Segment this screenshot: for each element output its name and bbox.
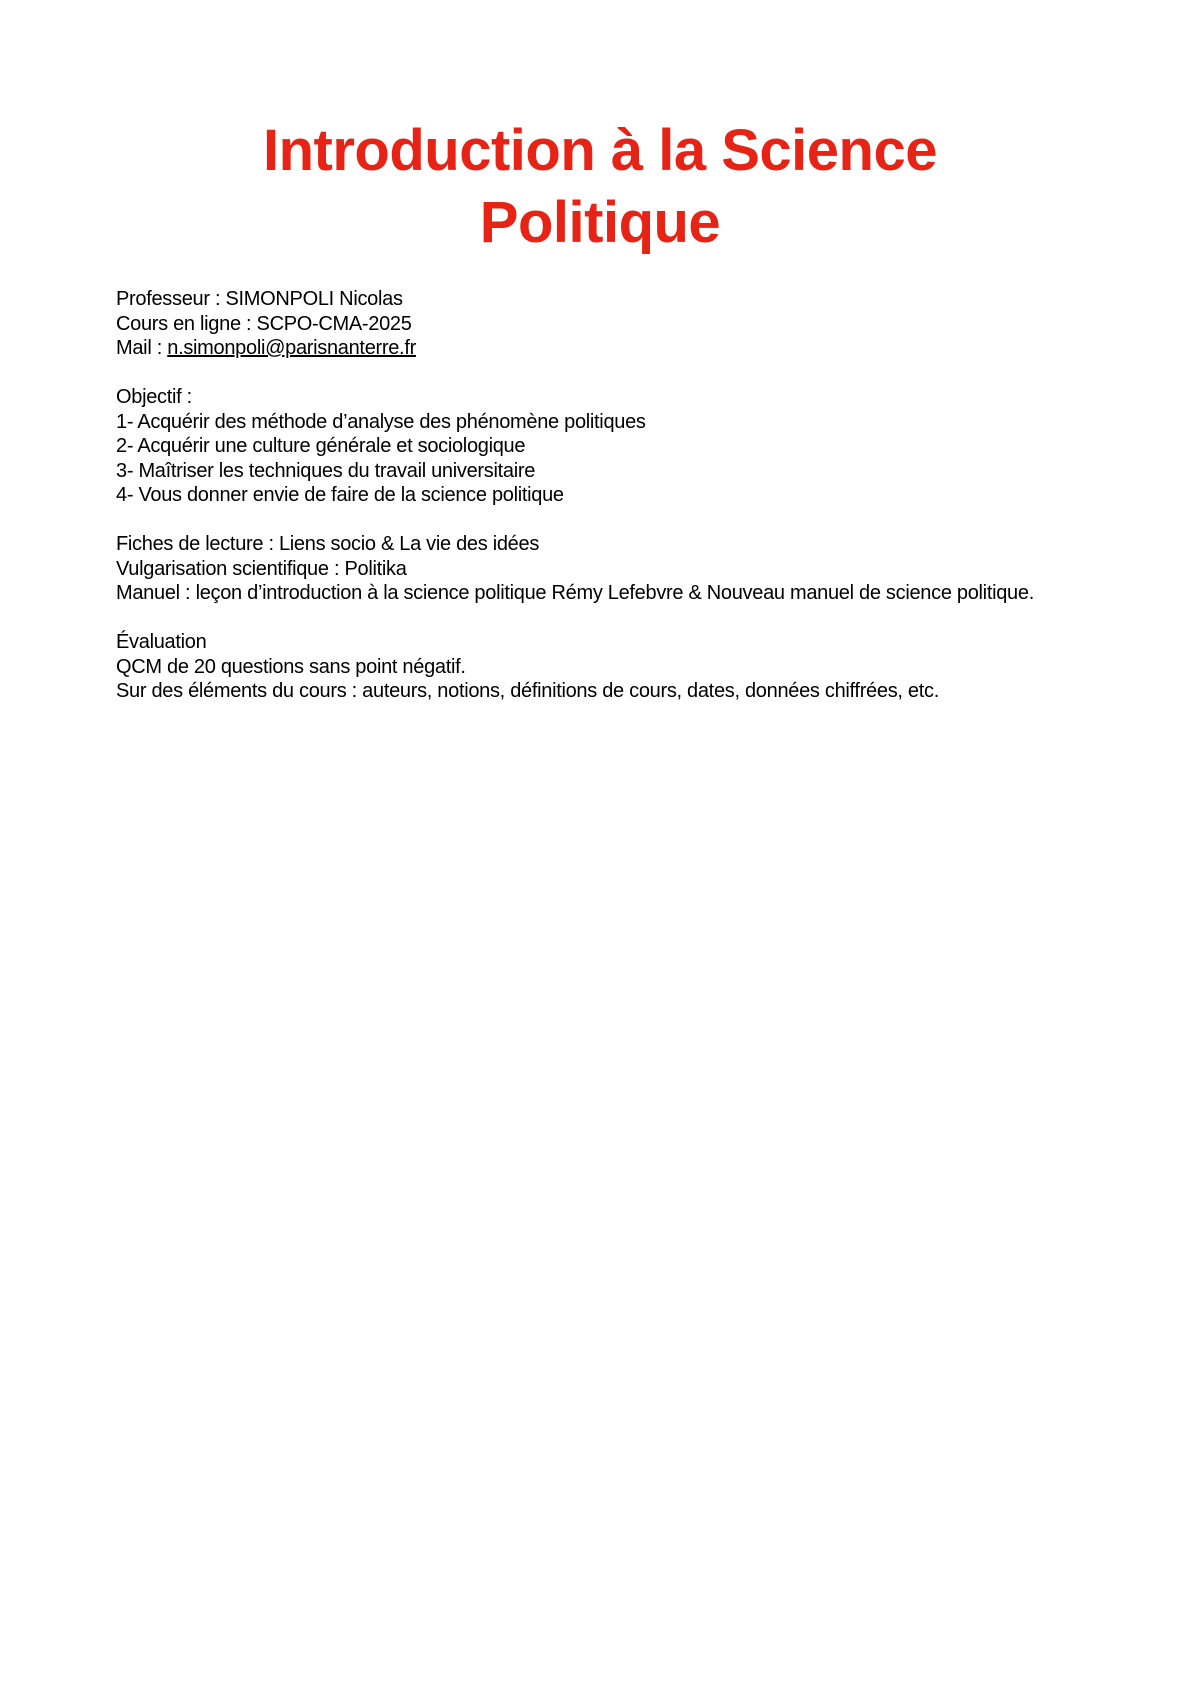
document-body: [116, 287, 1096, 704]
spacer: [116, 361, 1096, 386]
page-title-line-2: Politique: [479, 190, 721, 255]
course-line: [116, 312, 1096, 337]
evaluation-line-2: Sur des éléments du cours : auteurs, notions, définitions de cours, dates, données chiffrées, etc.: [116, 680, 939, 702]
professor-name: SIMONPOLI Nicolas: [225, 288, 403, 310]
objective-item: 2- Acquérir une culture générale et sociologique: [116, 435, 526, 457]
popularization-line: Vulgarisation scientifique : Politika: [116, 557, 407, 580]
objectives-heading: Objectif :: [116, 386, 192, 408]
mail-link[interactable]: n.simonpoli@parisnanterre.fr: [167, 337, 416, 359]
spacer: [116, 606, 1096, 631]
mail-line: [116, 336, 1096, 361]
evaluation-heading: Évaluation: [116, 631, 207, 653]
course-label: Cours en ligne :: [116, 312, 257, 335]
mail-label: Mail :: [116, 337, 168, 359]
evaluation-line-1: QCM de 20 questions sans point négatif.: [116, 655, 466, 678]
page-title-line-1: Introduction à la Science: [263, 118, 937, 183]
objective-item: 3- Maîtriser les techniques du travail universitaire: [116, 459, 536, 482]
objective-item: 4- Vous donner envie de faire de la science politique: [116, 484, 564, 506]
spacer: [116, 508, 1096, 533]
professor-line: [116, 287, 1096, 312]
manual-line: Manuel : leçon d’introduction à la science politique Rémy Lefebvre & Nouveau manuel de science politique.: [116, 582, 1034, 604]
professor-label: Professeur :: [116, 288, 226, 310]
reading-sheets-line: Fiches de lecture : Liens socio & La vie des idées: [116, 533, 540, 555]
course-code: SCPO-CMA-2025: [256, 312, 412, 335]
page-title: [0, 115, 1200, 259]
objective-item: 1- Acquérir des méthode d’analyse des phénomène politiques: [116, 410, 646, 433]
